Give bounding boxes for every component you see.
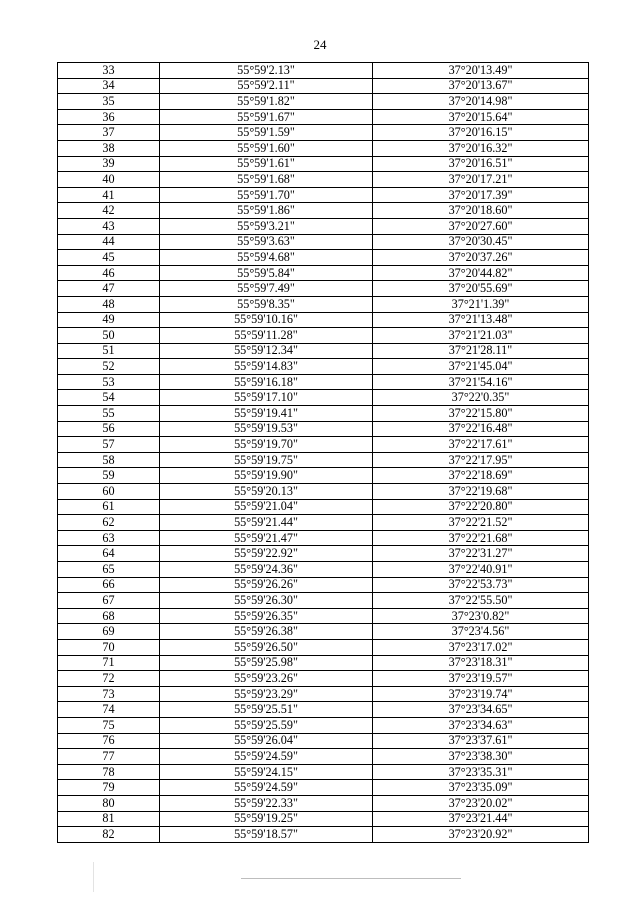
latitude-cell: 55°59'21.04" [160, 499, 373, 515]
point-number-cell: 34 [58, 78, 160, 94]
latitude-cell: 55°59'24.15" [160, 764, 373, 780]
latitude-cell: 55°59'26.50" [160, 639, 373, 655]
latitude-cell: 55°59'26.35" [160, 608, 373, 624]
table-row [58, 203, 589, 219]
table-row [58, 717, 589, 733]
point-number-cell: 55 [58, 406, 160, 422]
latitude-cell: 55°59'1.86" [160, 203, 373, 219]
point-number-cell: 42 [58, 203, 160, 219]
latitude-cell: 55°59'26.26" [160, 577, 373, 593]
point-number-cell: 51 [58, 343, 160, 359]
point-number-cell: 43 [58, 218, 160, 234]
table-row [58, 374, 589, 390]
latitude-cell: 55°59'11.28" [160, 328, 373, 344]
point-number-cell: 44 [58, 234, 160, 250]
longitude-cell: 37°23'34.65" [373, 702, 589, 718]
longitude-cell: 37°22'21.52" [373, 515, 589, 531]
latitude-cell: 55°59'18.57" [160, 827, 373, 843]
table-row [58, 780, 589, 796]
point-number-cell: 69 [58, 624, 160, 640]
longitude-cell: 37°20'55.69" [373, 281, 589, 297]
latitude-cell: 55°59'19.53" [160, 421, 373, 437]
point-number-cell: 46 [58, 265, 160, 281]
page-number: 24 [313, 37, 327, 52]
longitude-cell: 37°21'21.03" [373, 328, 589, 344]
point-number-cell: 58 [58, 452, 160, 468]
table-row [58, 390, 589, 406]
point-number-cell: 60 [58, 484, 160, 500]
table-row [58, 406, 589, 422]
table-row [58, 530, 589, 546]
point-number-cell: 77 [58, 749, 160, 765]
table-row [58, 702, 589, 718]
longitude-cell: 37°23'20.92" [373, 827, 589, 843]
point-number-cell: 67 [58, 593, 160, 609]
table-row [58, 328, 589, 344]
longitude-cell: 37°20'17.39" [373, 187, 589, 203]
latitude-cell: 55°59'7.49" [160, 281, 373, 297]
latitude-cell: 55°59'12.34" [160, 343, 373, 359]
table-row [58, 140, 589, 156]
table-row [58, 281, 589, 297]
table-row [58, 421, 589, 437]
coordinates-table-body [58, 63, 589, 843]
longitude-cell: 37°23'35.31" [373, 764, 589, 780]
longitude-cell: 37°22'15.80" [373, 406, 589, 422]
longitude-cell: 37°20'16.51" [373, 156, 589, 172]
latitude-cell: 55°59'3.63" [160, 234, 373, 250]
latitude-cell: 55°59'19.25" [160, 811, 373, 827]
longitude-cell: 37°22'19.68" [373, 484, 589, 500]
latitude-cell: 55°59'26.38" [160, 624, 373, 640]
point-number-cell: 33 [58, 63, 160, 79]
scan-margin-mark [93, 862, 94, 892]
longitude-cell: 37°20'13.49" [373, 63, 589, 79]
latitude-cell: 55°59'14.83" [160, 359, 373, 375]
latitude-cell: 55°59'20.13" [160, 484, 373, 500]
longitude-cell: 37°22'0.35" [373, 390, 589, 406]
table-row [58, 343, 589, 359]
point-number-cell: 68 [58, 608, 160, 624]
table-row [58, 811, 589, 827]
point-number-cell: 81 [58, 811, 160, 827]
latitude-cell: 55°59'16.18" [160, 374, 373, 390]
point-number-cell: 49 [58, 312, 160, 328]
longitude-cell: 37°22'53.73" [373, 577, 589, 593]
longitude-cell: 37°22'55.50" [373, 593, 589, 609]
point-number-cell: 39 [58, 156, 160, 172]
latitude-cell: 55°59'25.51" [160, 702, 373, 718]
table-row [58, 562, 589, 578]
table-row [58, 639, 589, 655]
point-number-cell: 74 [58, 702, 160, 718]
latitude-cell: 55°59'8.35" [160, 296, 373, 312]
latitude-cell: 55°59'21.44" [160, 515, 373, 531]
table-row [58, 187, 589, 203]
longitude-cell: 37°23'19.74" [373, 686, 589, 702]
latitude-cell: 55°59'3.21" [160, 218, 373, 234]
latitude-cell: 55°59'26.30" [160, 593, 373, 609]
point-number-cell: 80 [58, 795, 160, 811]
table-row [58, 312, 589, 328]
point-number-cell: 40 [58, 172, 160, 188]
point-number-cell: 64 [58, 546, 160, 562]
longitude-cell: 37°22'18.69" [373, 468, 589, 484]
point-number-cell: 56 [58, 421, 160, 437]
table-row [58, 655, 589, 671]
longitude-cell: 37°20'16.15" [373, 125, 589, 141]
latitude-cell: 55°59'1.70" [160, 187, 373, 203]
latitude-cell: 55°59'2.13" [160, 63, 373, 79]
longitude-cell: 37°21'1.39" [373, 296, 589, 312]
longitude-cell: 37°23'0.82" [373, 608, 589, 624]
point-number-cell: 54 [58, 390, 160, 406]
latitude-cell: 55°59'4.68" [160, 250, 373, 266]
point-number-cell: 36 [58, 109, 160, 125]
table-row [58, 593, 589, 609]
table-row [58, 733, 589, 749]
bottom-rule [241, 878, 461, 879]
table-row [58, 671, 589, 687]
point-number-cell: 52 [58, 359, 160, 375]
table-row [58, 109, 589, 125]
point-number-cell: 75 [58, 717, 160, 733]
longitude-cell: 37°23'17.02" [373, 639, 589, 655]
table-row [58, 749, 589, 765]
longitude-cell: 37°21'45.04" [373, 359, 589, 375]
point-number-cell: 37 [58, 125, 160, 141]
table-row [58, 452, 589, 468]
table-row [58, 577, 589, 593]
point-number-cell: 41 [58, 187, 160, 203]
latitude-cell: 55°59'26.04" [160, 733, 373, 749]
longitude-cell: 37°21'13.48" [373, 312, 589, 328]
latitude-cell: 55°59'25.98" [160, 655, 373, 671]
table-row [58, 499, 589, 515]
table-row [58, 156, 589, 172]
table-row [58, 218, 589, 234]
point-number-cell: 76 [58, 733, 160, 749]
latitude-cell: 55°59'24.59" [160, 749, 373, 765]
table-row [58, 437, 589, 453]
longitude-cell: 37°23'38.30" [373, 749, 589, 765]
latitude-cell: 55°59'23.29" [160, 686, 373, 702]
longitude-cell: 37°20'18.60" [373, 203, 589, 219]
table-row [58, 468, 589, 484]
latitude-cell: 55°59'5.84" [160, 265, 373, 281]
longitude-cell: 37°23'21.44" [373, 811, 589, 827]
longitude-cell: 37°20'17.21" [373, 172, 589, 188]
point-number-cell: 78 [58, 764, 160, 780]
point-number-cell: 82 [58, 827, 160, 843]
point-number-cell: 66 [58, 577, 160, 593]
latitude-cell: 55°59'19.41" [160, 406, 373, 422]
latitude-cell: 55°59'1.59" [160, 125, 373, 141]
longitude-cell: 37°23'37.61" [373, 733, 589, 749]
longitude-cell: 37°20'27.60" [373, 218, 589, 234]
table-row [58, 94, 589, 110]
table-row [58, 234, 589, 250]
latitude-cell: 55°59'10.16" [160, 312, 373, 328]
point-number-cell: 71 [58, 655, 160, 671]
latitude-cell: 55°59'25.59" [160, 717, 373, 733]
longitude-cell: 37°23'34.63" [373, 717, 589, 733]
point-number-cell: 65 [58, 562, 160, 578]
point-number-cell: 47 [58, 281, 160, 297]
latitude-cell: 55°59'1.60" [160, 140, 373, 156]
latitude-cell: 55°59'24.59" [160, 780, 373, 796]
table-row [58, 795, 589, 811]
longitude-cell: 37°20'37.26" [373, 250, 589, 266]
table-row [58, 359, 589, 375]
longitude-cell: 37°20'44.82" [373, 265, 589, 281]
longitude-cell: 37°20'13.67" [373, 78, 589, 94]
point-number-cell: 38 [58, 140, 160, 156]
latitude-cell: 55°59'21.47" [160, 530, 373, 546]
latitude-cell: 55°59'1.68" [160, 172, 373, 188]
table-row [58, 546, 589, 562]
point-number-cell: 48 [58, 296, 160, 312]
table-row [58, 764, 589, 780]
longitude-cell: 37°23'18.31" [373, 655, 589, 671]
latitude-cell: 55°59'1.61" [160, 156, 373, 172]
latitude-cell: 55°59'1.82" [160, 94, 373, 110]
latitude-cell: 55°59'17.10" [160, 390, 373, 406]
latitude-cell: 55°59'19.70" [160, 437, 373, 453]
longitude-cell: 37°22'17.61" [373, 437, 589, 453]
latitude-cell: 55°59'23.26" [160, 671, 373, 687]
longitude-cell: 37°20'15.64" [373, 109, 589, 125]
point-number-cell: 45 [58, 250, 160, 266]
point-number-cell: 70 [58, 639, 160, 655]
longitude-cell: 37°21'28.11" [373, 343, 589, 359]
point-number-cell: 53 [58, 374, 160, 390]
table-row [58, 624, 589, 640]
longitude-cell: 37°22'31.27" [373, 546, 589, 562]
table-row [58, 484, 589, 500]
point-number-cell: 57 [58, 437, 160, 453]
table-row [58, 78, 589, 94]
longitude-cell: 37°22'40.91" [373, 562, 589, 578]
point-number-cell: 79 [58, 780, 160, 796]
table-row [58, 63, 589, 79]
table-row [58, 515, 589, 531]
table-row [58, 827, 589, 843]
point-number-cell: 73 [58, 686, 160, 702]
longitude-cell: 37°23'4.56" [373, 624, 589, 640]
latitude-cell: 55°59'22.92" [160, 546, 373, 562]
latitude-cell: 55°59'1.67" [160, 109, 373, 125]
table-row [58, 172, 589, 188]
point-number-cell: 35 [58, 94, 160, 110]
latitude-cell: 55°59'22.33" [160, 795, 373, 811]
table-row [58, 125, 589, 141]
longitude-cell: 37°20'16.32" [373, 140, 589, 156]
latitude-cell: 55°59'2.11" [160, 78, 373, 94]
longitude-cell: 37°20'14.98" [373, 94, 589, 110]
table-row [58, 265, 589, 281]
point-number-cell: 72 [58, 671, 160, 687]
latitude-cell: 55°59'19.75" [160, 452, 373, 468]
longitude-cell: 37°22'17.95" [373, 452, 589, 468]
table-row [58, 296, 589, 312]
longitude-cell: 37°23'20.02" [373, 795, 589, 811]
longitude-cell: 37°22'16.48" [373, 421, 589, 437]
table-row [58, 686, 589, 702]
table-row [58, 608, 589, 624]
longitude-cell: 37°21'54.16" [373, 374, 589, 390]
longitude-cell: 37°22'21.68" [373, 530, 589, 546]
coordinates-table [57, 62, 589, 843]
longitude-cell: 37°22'20.80" [373, 499, 589, 515]
point-number-cell: 50 [58, 328, 160, 344]
latitude-cell: 55°59'24.36" [160, 562, 373, 578]
longitude-cell: 37°23'35.09" [373, 780, 589, 796]
longitude-cell: 37°20'30.45" [373, 234, 589, 250]
point-number-cell: 63 [58, 530, 160, 546]
longitude-cell: 37°23'19.57" [373, 671, 589, 687]
point-number-cell: 59 [58, 468, 160, 484]
point-number-cell: 62 [58, 515, 160, 531]
latitude-cell: 55°59'19.90" [160, 468, 373, 484]
point-number-cell: 61 [58, 499, 160, 515]
table-row [58, 250, 589, 266]
